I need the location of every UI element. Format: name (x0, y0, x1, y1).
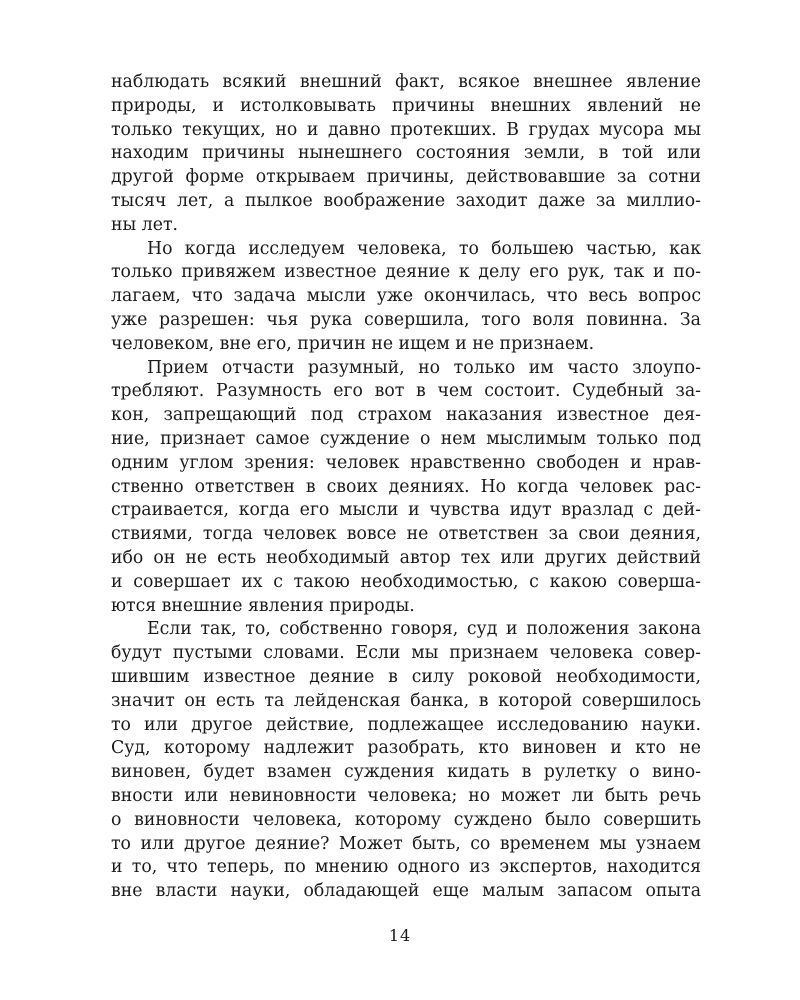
text-line: ствиями, тогда человек вовсе не ответствен за свои деяния, (111, 524, 701, 545)
text-line: страивается, когда его мысли и чувства идут вразлад с дей- (111, 500, 701, 521)
text-line: о виновности человека, которому суждено было совершить (111, 809, 701, 830)
text-line: только привяжем известное деяние к делу его рук, так и по- (111, 262, 701, 283)
text-line: то или другое деяние? Может быть, со временем мы узнаем (111, 833, 701, 854)
text-line: ние, признает самое суждение о нем мыслимым только под (111, 428, 701, 449)
text-line: человеком, вне его, причин не ищем и не признаем. (111, 333, 595, 354)
text-line: вне власти науки, обладающей еще малым запасом опыта (111, 881, 701, 902)
text-line: только текущих, но и давно протекших. В грудах мусора мы (111, 119, 701, 140)
text-line: вности или невиновности человека; но может ли быть речь (111, 785, 701, 806)
text-line: Прием отчасти разумный, но только им часто злоупо- (147, 357, 701, 378)
text-line: наблюдать всякий внешний факт, всякое внешнее явление (111, 72, 701, 92)
text-line: другой форме открываем причины, действовавшие за сотни (111, 167, 701, 188)
text-line: Если так, то, собственно говоря, суд и положения закона (147, 619, 701, 640)
text-line: ны лет. (111, 214, 179, 235)
text-line: и совершает их с такою необходимостью, с какою соверша- (111, 571, 701, 592)
text-line: шившим известное деяние в силу роковой необходимости, (111, 666, 701, 687)
text-line: Суд, которому надлежит разобрать, кто виновен и кто не (111, 738, 701, 759)
text-line: находим причины нынешнего состояния земли, в той или (111, 143, 701, 164)
text-line: одним углом зрения: человек нравственно свободен и нрав- (111, 452, 701, 473)
page-text (111, 71, 701, 904)
text-line: и то, что теперь, по мнению одного из экспертов, находится (111, 857, 701, 878)
text-line: Но когда исследуем человека, то большею частью, как (147, 238, 701, 259)
text-line: кон, запрещающий под страхом наказания известное дея- (111, 405, 701, 426)
text-line: будут пустыми словами. Если мы признаем человека совер- (111, 643, 701, 664)
page-number: 14 (388, 926, 412, 945)
text-line: лагаем, что задача мысли уже окончилась, что весь вопрос (111, 286, 701, 307)
text-line: ются внешние явления природы. (111, 595, 415, 616)
text-line: виновен, будет взамен суждения кидать в рулетку о вино- (111, 762, 701, 783)
text-line: ственно ответствен в своих деяниях. Но когда человек рас- (111, 476, 701, 497)
text-line: тысяч лет, а пылкое воображение заходит даже за миллио- (111, 190, 701, 211)
text-line: то или другое действие, подлежащее исследованию науки. (111, 714, 701, 735)
text-line: ибо он не есть необходимый автор тех или других действий (111, 547, 701, 568)
text-line: уже разрешен: чья рука совершила, того воля повинна. За (111, 309, 701, 330)
text-line: значит он есть та лейденская банка, в которой совершилось (111, 690, 701, 711)
text-line: требляют. Разумность его вот в чем состоит. Судебный за- (111, 381, 701, 402)
text-line: природы, и истолковывать причины внешних явлений не (111, 95, 701, 116)
